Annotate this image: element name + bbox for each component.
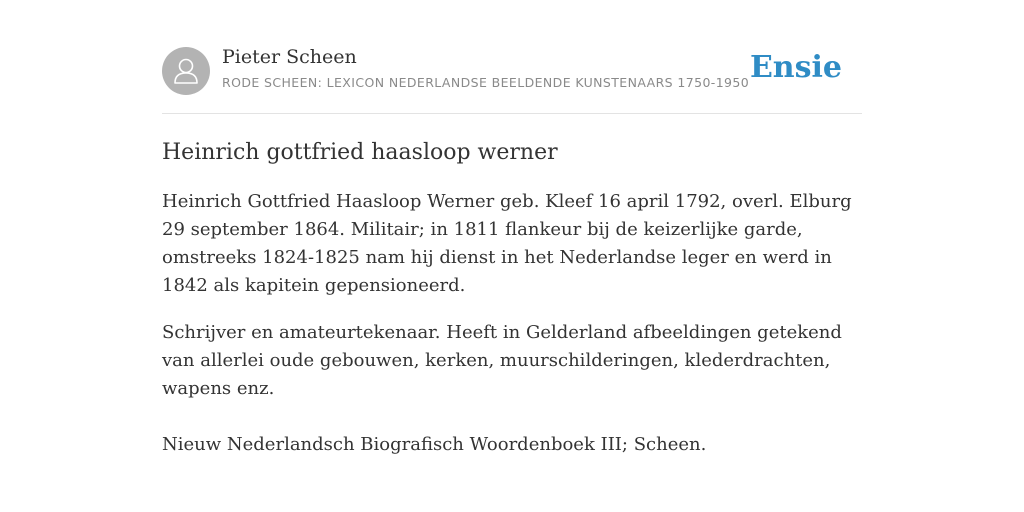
article-paragraph-reference: Nieuw Nederlandsch Biografisch Woordenboek III; Scheen.	[162, 434, 707, 455]
author-name[interactable]: Pieter Scheen	[222, 46, 357, 68]
article-card	[162, 46, 862, 459]
article-paragraph-biography: Heinrich Gottfried Haasloop Werner geb. Kleef 16 april 1792, overl. Elburg 29 september 1864. Militair; in 1811 flankeur bij de keizerlijke garde, omstreeks 1824-1825 nam hij dienst in het Nederlandse leger en werd in 1842 als kapitein gepensioneerd.	[162, 191, 852, 296]
article-paragraph-description: Schrijver en amateurtekenaar. Heeft in Gelderland afbeeldingen getekend van allerlei oude gebouwen, kerken, muurschilderingen, klederdrachten, wapens enz.	[162, 322, 842, 399]
article-title: Heinrich gottfried haasloop werner	[162, 140, 558, 165]
article-header	[162, 46, 862, 114]
brand-logo[interactable]: Ensie	[749, 50, 842, 85]
source-title[interactable]: RODE SCHEEN: LEXICON NEDERLANDSE BEELDENDE KUNSTENAARS 1750-1950	[222, 75, 750, 90]
user-silhouette-icon	[162, 47, 210, 95]
author-avatar[interactable]	[162, 47, 210, 95]
